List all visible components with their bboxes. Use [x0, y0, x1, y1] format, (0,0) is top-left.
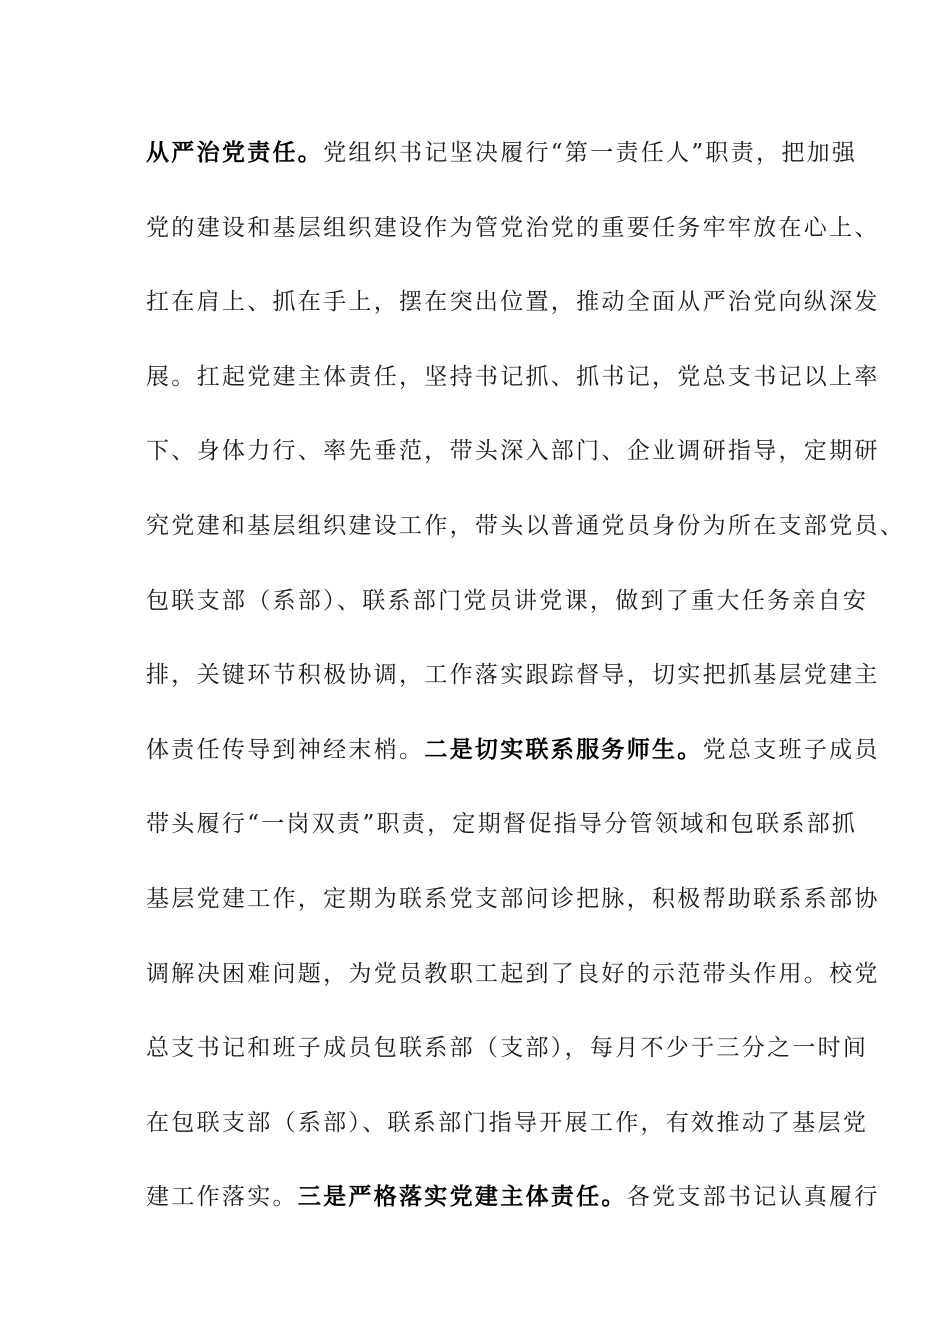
- body-text-run: 究党建和基层组织建设工作，带头以普通党员身份为所在支部党员、: [146, 513, 905, 539]
- body-text-run: 体责任传导到神经末梢。: [146, 737, 425, 763]
- body-text-run: 扛在肩上、抓在手上，摆在突出位置，推动全面从严治党向纵深发: [146, 289, 880, 315]
- text-line: [146, 1182, 880, 1212]
- body-text-run: 建工作落实。: [146, 1184, 298, 1210]
- body-text-run: 各党支部书记认真履行: [626, 1184, 880, 1210]
- body-text-run: 调解决困难问题，为党员教职工起到了良好的示范带头作用。校党: [146, 961, 880, 987]
- text-line: [146, 959, 880, 989]
- body-text-run: 在包联支部（系部）、联系部门指导开展工作，有效推动了基层党: [146, 1110, 869, 1136]
- bold-heading-run: 从严治党责任。: [146, 140, 324, 166]
- text-line: [146, 436, 880, 466]
- text-line: [146, 1033, 868, 1063]
- text-line: [146, 735, 880, 765]
- body-text-run: 展。扛起党建主体责任，坚持书记抓、抓书记，党总支书记以上率: [146, 364, 880, 390]
- text-line: [146, 213, 880, 243]
- text-line: [146, 660, 880, 690]
- body-text-run: 党组织书记坚决履行“第一责任人”职责，把加强: [323, 140, 858, 166]
- text-line: [146, 138, 857, 168]
- body-text-run: 下、身体力行、率先垂范，带头深入部门、企业调研指导，定期研: [146, 438, 880, 464]
- body-text-run: 包联支部（系部）、联系部门党员讲党课，做到了重大任务亲自安: [146, 588, 869, 614]
- text-line: [146, 586, 868, 616]
- text-line: [146, 809, 857, 839]
- text-line: [146, 1108, 868, 1138]
- text-line: [146, 362, 880, 392]
- body-text-run: 带头履行“一岗双责”职责，定期督促指导分管领域和包联系部抓: [146, 811, 858, 837]
- bold-heading-run: 二是切实联系服务师生。: [424, 737, 703, 763]
- body-text-run: 党的建设和基层组织建设作为管党治党的重要任务牢牢放在心上、: [146, 215, 880, 241]
- body-text-run: 党总支班子成员: [702, 737, 880, 763]
- text-line: [146, 287, 880, 317]
- text-line: [146, 511, 905, 541]
- body-text-run: 基层党建工作，定期为联系党支部问诊把脉，积极帮助联系系部协: [146, 886, 880, 912]
- body-text-run: 总支书记和班子成员包联系部（支部），每月不少于三分之一时间: [146, 1035, 869, 1061]
- text-line: [146, 884, 880, 914]
- bold-heading-run: 三是严格落实党建主体责任。: [297, 1184, 627, 1210]
- body-text-run: 排，关键环节积极协调，工作落实跟踪督导，切实把抓基层党建主: [146, 662, 880, 688]
